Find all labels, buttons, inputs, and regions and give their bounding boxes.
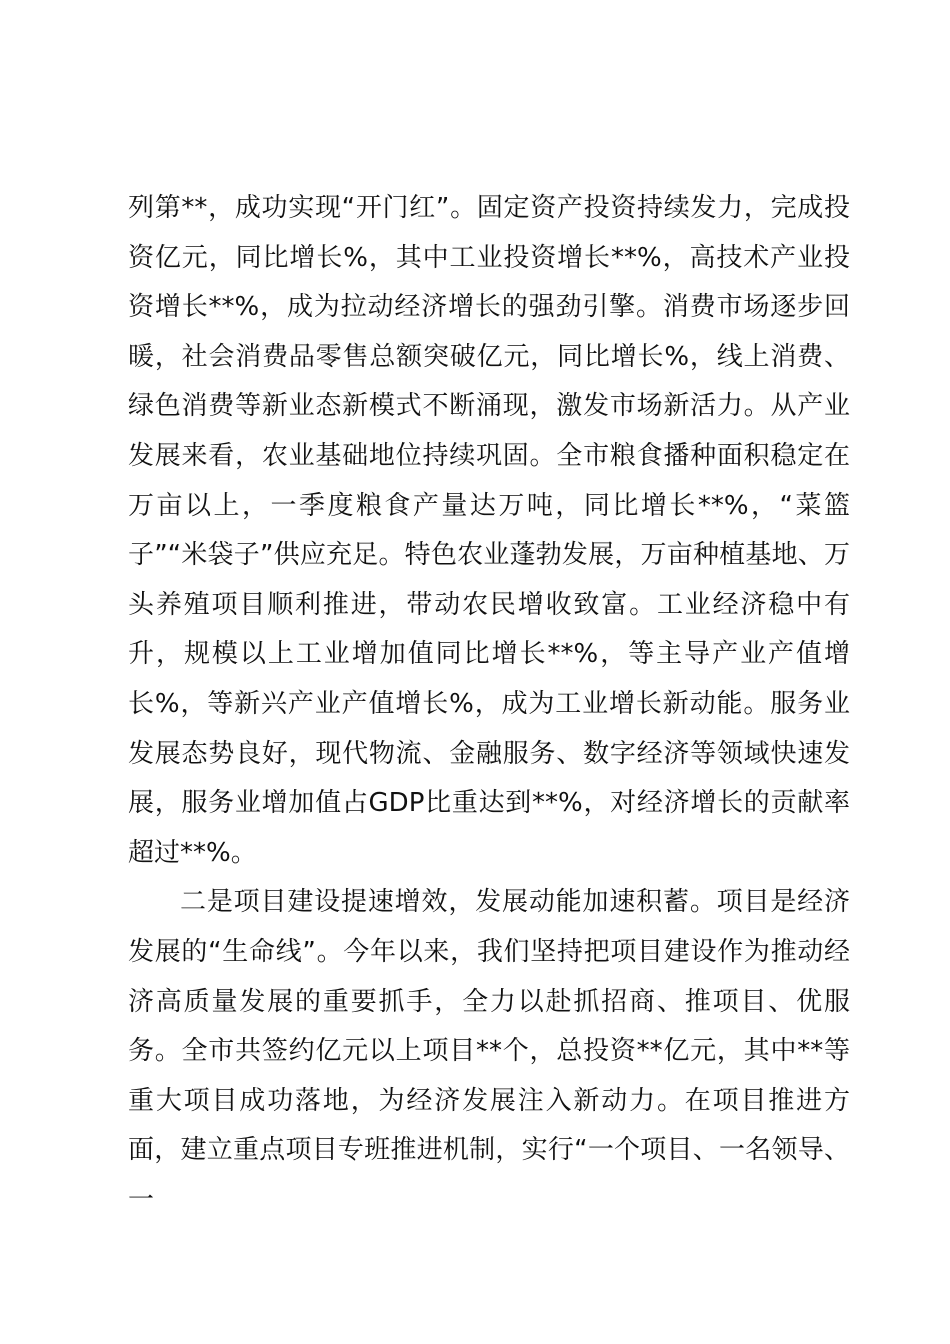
- body-paragraph-1: 列第**，成功实现“开门红”。固定资产投资持续发力，完成投资亿元，同比增长%，其中工业投资增长**%，高技术产业投资增长**%，成为拉动经济增长的强劲引擎。消费市场逐步回暖，社会消费品零售总额突破亿元，同比增长%，线上消费、绿色消费等新业态新模式不断涌现，激发市场新活力。从产业发展来看，农业基础地位持续巩固。全市粮食播种面积稳定在万亩以上，一季度粮食产量达万吨，同比增长**%，“菜篮子”“米袋子”供应充足。特色农业蓬勃发展，万亩种植基地、万头养殖项目顺利推进，带动农民增收致富。工业经济稳中有升，规模以上工业增加值同比增长**%，等主导产业产值增长%，等新兴产业产值增长%，成为工业增长新动能。服务业发展态势良好，现代物流、金融服务、数字经济等领域快速发展，服务业增加值占GDP比重达到**%，对经济增长的贡献率超过**%。: [128, 193, 850, 868]
- body-paragraph-2: 二是项目建设提速增效，发展动能加速积蓄。项目是经济发展的“生命线”。今年以来，我们坚持把项目建设作为推动经济高质量发展的重要抓手，全力以赴抓招商、推项目、优服务。全市共签约亿元以上项目**个，总投资**亿元，其中**等重大项目成功落地，为经济发展注入新动力。在项目推进方面，建立重点项目专班推进机制，实行“一个项目、一名领导、一: [128, 887, 850, 1215]
- document-body: [128, 184, 850, 1225]
